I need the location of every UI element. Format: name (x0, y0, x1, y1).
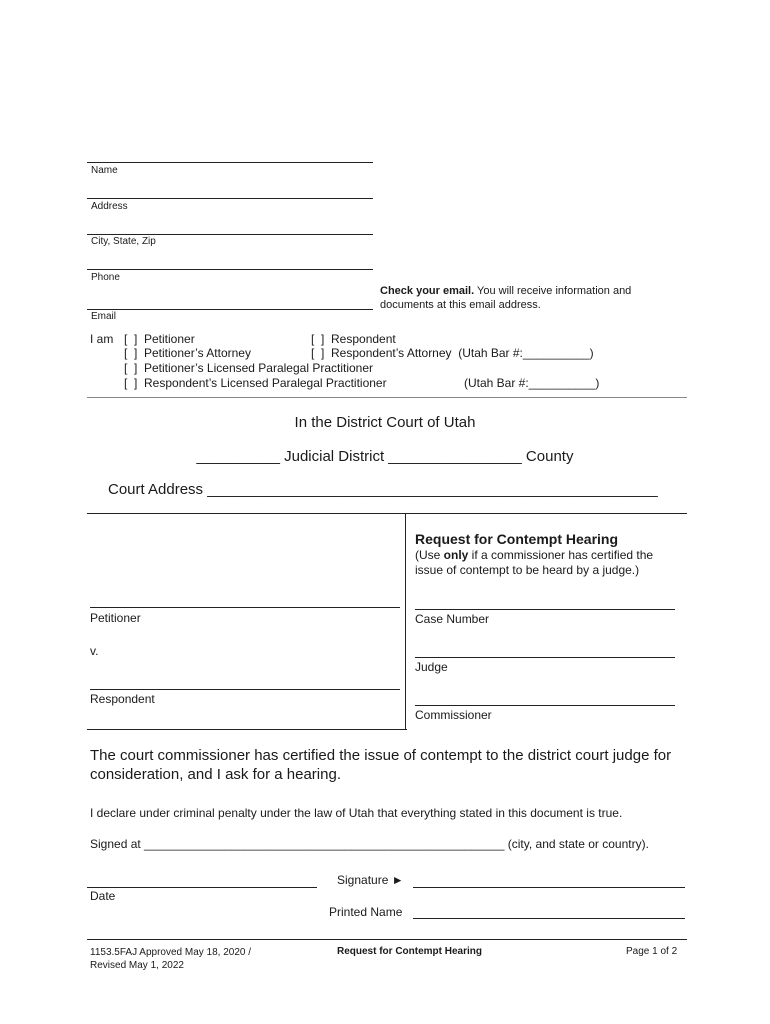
commissioner-line[interactable] (415, 705, 675, 706)
date-line[interactable] (87, 887, 317, 888)
petitioner-line[interactable] (90, 607, 400, 608)
caption-vertical-divider (405, 513, 406, 729)
email-note-rest: You will receive information and (474, 285, 632, 297)
declaration: I declare under criminal penalty under the law of Utah that everything stated in this document is true. (90, 806, 623, 820)
name-label: Name (91, 165, 118, 176)
district-county-line[interactable]: __________ Judicial District ________________ County (196, 448, 574, 465)
phone-label: Phone (91, 272, 120, 283)
footer-divider (87, 939, 687, 940)
city-state-zip-label: City, State, Zip (91, 236, 156, 247)
email-note-line2: documents at this email address. (380, 299, 541, 311)
phone-line[interactable] (87, 269, 373, 270)
statement-line1: The court commissioner has certified the issue of contempt to the district court judge for (90, 747, 672, 764)
city-state-zip-line[interactable] (87, 234, 373, 235)
footer-title: Request for Contempt Hearing (337, 946, 483, 957)
form-id-revised: Revised May 1, 2022 (90, 960, 184, 971)
usage-note-bold: only (443, 548, 469, 562)
checkbox-petitioner-attorney[interactable]: [ ] Petitioner’s Attorney (124, 346, 251, 360)
case-number-label: Case Number (415, 612, 490, 626)
printed-name-label: Printed Name (329, 905, 403, 919)
email-note (380, 284, 631, 312)
signed-at-line[interactable]: Signed at ______________________________________________________ (city, and state or country). (90, 837, 649, 851)
court-address-line[interactable]: Court Address ______________________________________________________ (108, 481, 658, 498)
judge-line[interactable] (415, 657, 675, 658)
statement-line2: consideration, and I ask for a hearing. (90, 766, 341, 783)
utah-bar-number[interactable]: (Utah Bar #:__________) (464, 376, 600, 390)
date-label: Date (90, 889, 116, 903)
case-number-line[interactable] (415, 609, 675, 610)
court-title: In the District Court of Utah (294, 414, 476, 431)
commissioner-label: Commissioner (415, 708, 492, 722)
statement (90, 746, 671, 784)
email-label: Email (91, 311, 117, 322)
caption-top-border (87, 513, 687, 514)
header-divider (87, 397, 687, 398)
respondent-line[interactable] (90, 689, 400, 690)
versus-label: v. (90, 644, 99, 658)
signature-label: Signature ► (337, 873, 404, 887)
checkbox-respondent-attorney[interactable]: [ ] Respondent’s Attorney (Utah Bar #:__________) (311, 346, 594, 360)
checkbox-petitioner-lpp[interactable]: [ ] Petitioner’s Licensed Paralegal Practitioner (124, 361, 374, 375)
signature-line[interactable] (413, 887, 685, 888)
printed-name-line[interactable] (413, 918, 685, 919)
address-line[interactable] (87, 198, 373, 199)
email-line[interactable] (87, 309, 373, 310)
email-note-bold: Check your email. (380, 285, 475, 297)
document-title: Request for Contempt Hearing (415, 531, 619, 547)
respondent-label: Respondent (90, 692, 155, 706)
petitioner-label: Petitioner (90, 611, 141, 625)
usage-note-post: if a commissioner has certified the (468, 548, 654, 562)
form-id-line1: 1153.5FAJ Approved May 18, 2020 / (90, 947, 252, 958)
checkbox-respondent[interactable]: [ ] Respondent (311, 332, 396, 346)
name-line[interactable] (87, 162, 373, 163)
judge-label: Judge (415, 660, 448, 674)
checkbox-petitioner[interactable]: [ ] Petitioner (124, 332, 195, 346)
usage-note-line2: issue of contempt to be heard by a judge.) (415, 563, 640, 577)
i-am-label: I am (90, 332, 114, 346)
usage-note (415, 548, 653, 578)
caption-bottom-border (87, 729, 407, 730)
address-label: Address (91, 201, 128, 212)
checkbox-respondent-lpp[interactable]: [ ] Respondent’s Licensed Paralegal Practitioner (124, 376, 387, 390)
page-number: Page 1 of 2 (626, 946, 678, 957)
usage-note-pre: (Use (415, 548, 444, 562)
form-id (90, 946, 251, 972)
